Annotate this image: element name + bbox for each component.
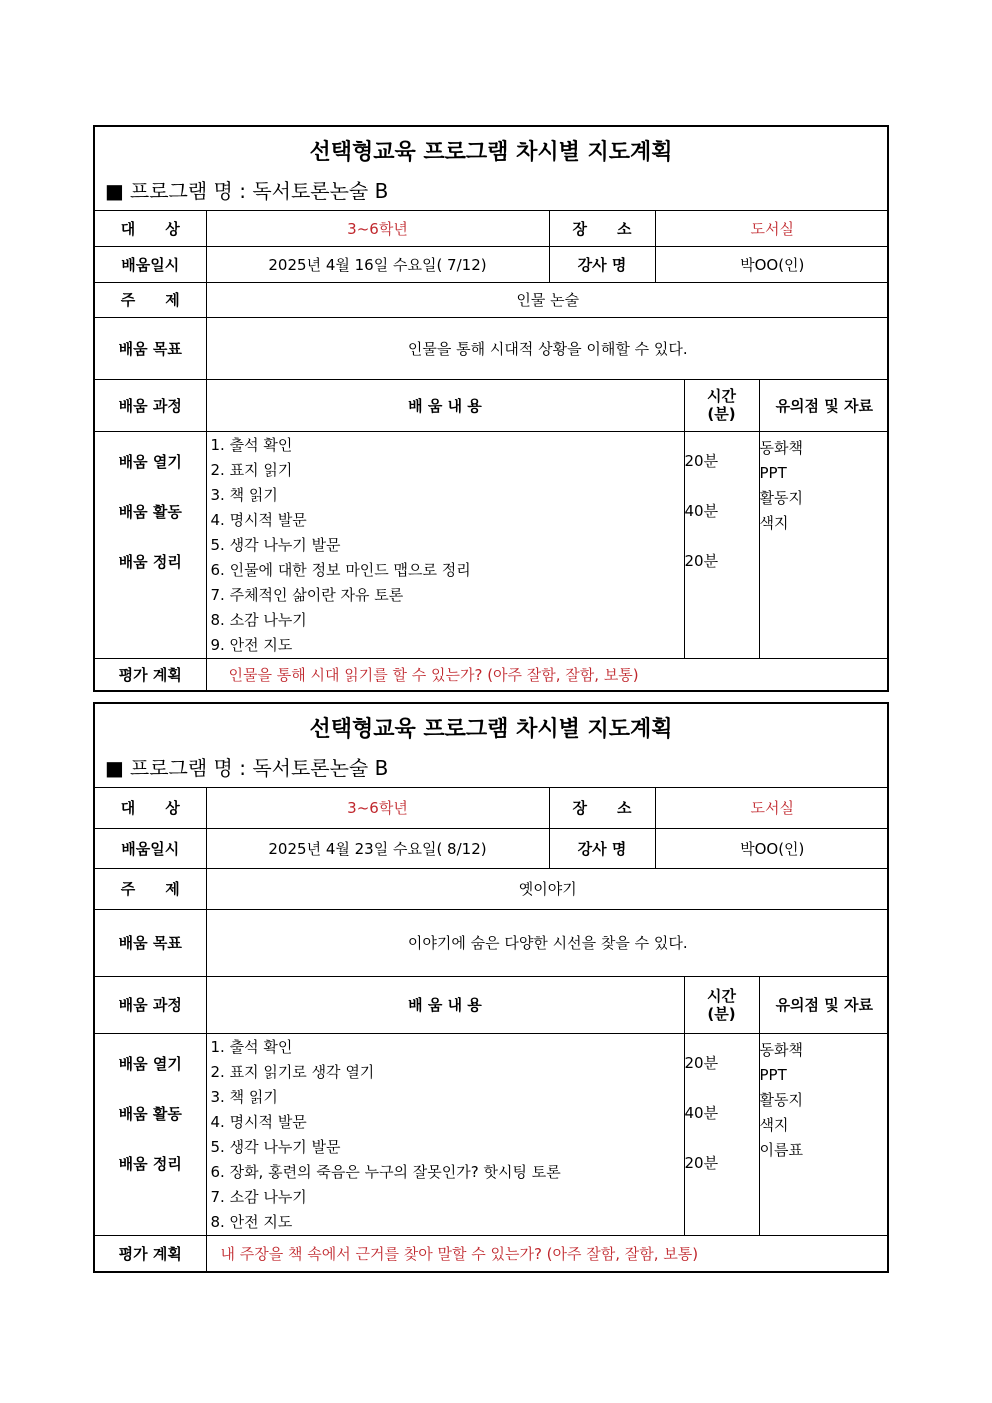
list-item: 7. 소감 나누기 <box>210 1187 307 1206</box>
step-list <box>206 431 684 658</box>
plan-title: 선택형교육 프로그램 차시별 지도계획 <box>309 716 673 742</box>
plan-table <box>95 788 889 1272</box>
lesson-plan-2 <box>93 702 889 1273</box>
time-header-line2: (분) <box>707 1004 736 1023</box>
date-label: 배움일시 <box>95 246 206 282</box>
instructor-value: 박OO(인) <box>655 246 889 282</box>
material-item: 활동지 <box>759 488 803 507</box>
material-item: PPT <box>759 463 787 482</box>
time-header-line2: (분) <box>707 405 736 423</box>
program-name <box>105 752 388 781</box>
target-label: 대 상 <box>95 788 206 828</box>
plan-header <box>95 127 887 211</box>
date-label: 배움일시 <box>95 828 206 868</box>
topic-label: 주 제 <box>95 282 206 317</box>
stage-wrapup: 배움 정리 <box>118 1154 182 1173</box>
stage-activity: 배움 활동 <box>118 502 182 521</box>
stage-column <box>95 1033 206 1235</box>
place-value: 도서실 <box>655 211 889 246</box>
materials-column <box>759 431 889 658</box>
stage-wrapup: 배움 정리 <box>118 552 182 571</box>
eval-label: 평가 계획 <box>95 1235 206 1272</box>
process-label: 배움 과정 <box>95 976 206 1033</box>
list-item: 1. 출석 확인 <box>210 1037 293 1056</box>
material-item: 색지 <box>759 513 789 532</box>
topic-label: 주 제 <box>95 868 206 909</box>
square-bullet-icon: ■ <box>105 179 124 203</box>
eval-value: 인물을 통해 시대 읽기를 할 수 있는가? (아주 잘함, 잘함, 보통) <box>206 658 889 691</box>
list-item: 4. 명시적 발문 <box>210 1112 307 1131</box>
time-wrapup: 20분 <box>684 1153 719 1172</box>
place-label: 장 소 <box>549 211 655 246</box>
lesson-plan-1 <box>93 125 889 692</box>
list-item: 9. 안전 지도 <box>210 635 293 654</box>
eval-value: 내 주장을 책 속에서 근거를 찾아 말할 수 있는가? (아주 잘함, 잘함, 보통) <box>206 1235 889 1272</box>
time-column <box>684 1033 759 1235</box>
time-header-line1: 시간 <box>707 986 736 1005</box>
instructor-label: 강사 명 <box>549 246 655 282</box>
plan-title: 선택형교육 프로그램 차시별 지도계획 <box>309 139 673 165</box>
goal-value: 이야기에 숨은 다양한 시선을 찾을 수 있다. <box>206 909 889 976</box>
time-activity: 40분 <box>684 1103 719 1122</box>
time-wrapup: 20분 <box>684 551 719 570</box>
list-item: 6. 장화, 홍련의 죽음은 누구의 잘못인가? 핫시팅 토론 <box>210 1162 561 1181</box>
square-bullet-icon: ■ <box>105 756 124 780</box>
plan-table <box>95 211 889 691</box>
place-label: 장 소 <box>549 788 655 828</box>
stage-column <box>95 431 206 658</box>
time-activity: 40분 <box>684 501 719 520</box>
program-name-text: 프로그램 명 : 독서토론논술 B <box>129 179 389 203</box>
notes-header: 유의점 및 자료 <box>759 976 889 1033</box>
list-item: 3. 책 읽기 <box>210 1087 278 1106</box>
list-item: 8. 안전 지도 <box>210 1212 293 1231</box>
material-item: 색지 <box>759 1115 789 1134</box>
list-item: 5. 생각 나누기 발문 <box>210 535 341 554</box>
stage-open: 배움 열기 <box>118 1054 182 1073</box>
stage-open: 배움 열기 <box>118 452 182 471</box>
program-name-text: 프로그램 명 : 독서토론논술 B <box>129 756 389 780</box>
material-item: 동화책 <box>759 438 803 457</box>
goal-label: 배움 목표 <box>95 909 206 976</box>
list-item: 2. 표지 읽기 <box>210 460 293 479</box>
time-header <box>684 976 759 1033</box>
target-value: 3~6학년 <box>206 788 549 828</box>
program-name <box>105 175 388 204</box>
place-value: 도서실 <box>655 788 889 828</box>
time-open: 20분 <box>684 451 719 470</box>
time-header <box>684 379 759 431</box>
stage-activity: 배움 활동 <box>118 1104 182 1123</box>
time-column <box>684 431 759 658</box>
content-header: 배 움 내 용 <box>206 379 684 431</box>
plan-header <box>95 704 887 788</box>
target-value: 3~6학년 <box>206 211 549 246</box>
list-item: 3. 책 읽기 <box>210 485 278 504</box>
process-label: 배움 과정 <box>95 379 206 431</box>
goal-value: 인물을 통해 시대적 상황을 이해할 수 있다. <box>206 317 889 379</box>
goal-label: 배움 목표 <box>95 317 206 379</box>
topic-value: 옛이야기 <box>206 868 889 909</box>
eval-label: 평가 계획 <box>95 658 206 691</box>
notes-header: 유의점 및 자료 <box>759 379 889 431</box>
material-item: 동화책 <box>759 1040 803 1059</box>
material-item: 활동지 <box>759 1090 803 1109</box>
date-value: 2025년 4월 16일 수요일( 7/12) <box>206 246 549 282</box>
step-list <box>206 1033 684 1235</box>
list-item: 2. 표지 읽기로 생각 열기 <box>210 1062 375 1081</box>
list-item: 7. 주체적인 삶이란 자유 토론 <box>210 585 404 604</box>
content-header: 배 움 내 용 <box>206 976 684 1033</box>
date-value: 2025년 4월 23일 수요일( 8/12) <box>206 828 549 868</box>
target-label: 대 상 <box>95 211 206 246</box>
list-item: 1. 출석 확인 <box>210 435 293 454</box>
material-item: PPT <box>759 1065 787 1084</box>
list-item: 4. 명시적 발문 <box>210 510 307 529</box>
instructor-label: 강사 명 <box>549 828 655 868</box>
topic-value: 인물 논술 <box>206 282 889 317</box>
time-header-line1: 시간 <box>707 387 736 405</box>
list-item: 8. 소감 나누기 <box>210 610 307 629</box>
instructor-value: 박OO(인) <box>655 828 889 868</box>
list-item: 5. 생각 나누기 발문 <box>210 1137 341 1156</box>
materials-column <box>759 1033 889 1235</box>
time-open: 20분 <box>684 1053 719 1072</box>
material-item: 이름표 <box>759 1140 803 1159</box>
list-item: 6. 인물에 대한 정보 마인드 맵으로 정리 <box>210 560 471 579</box>
